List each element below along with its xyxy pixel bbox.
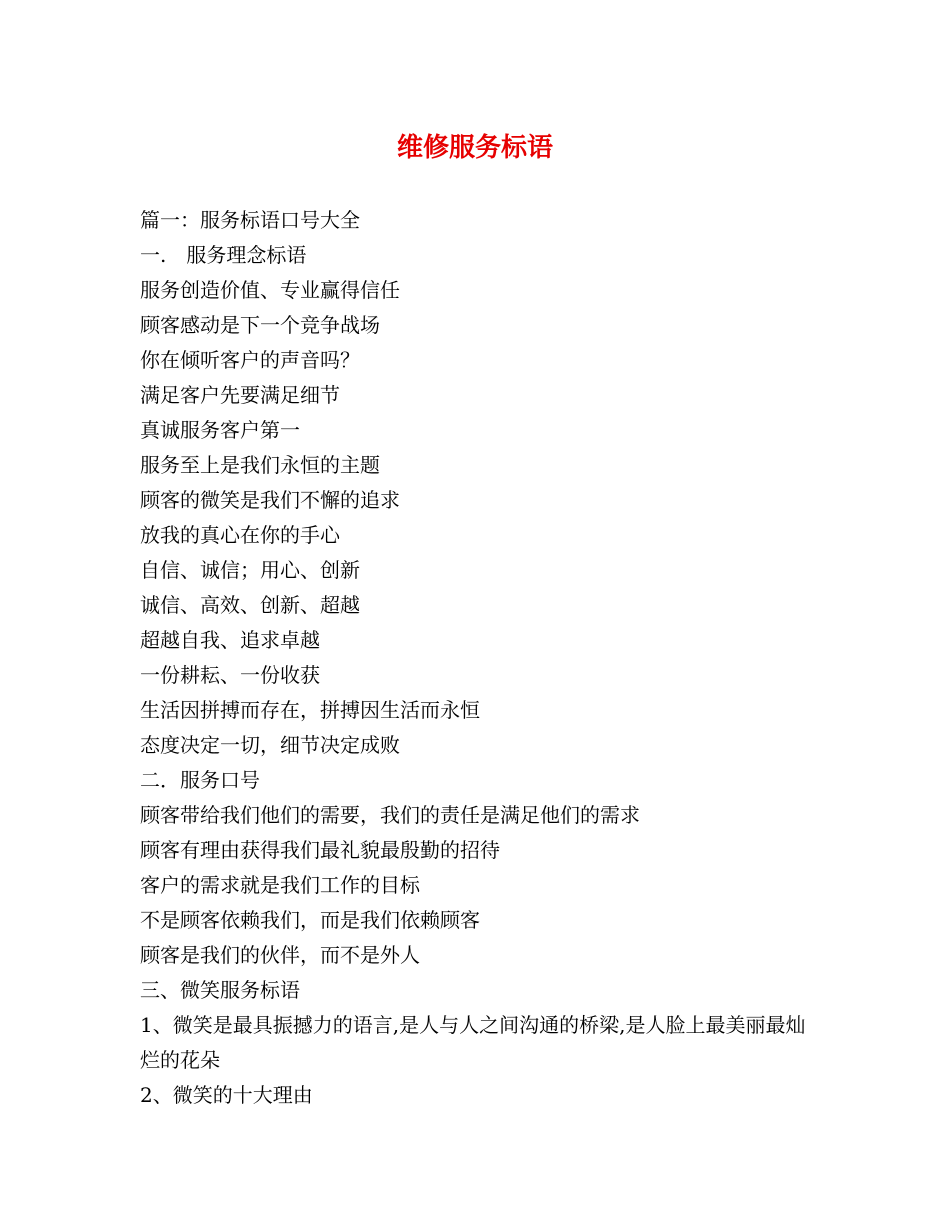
slogan-line: 满足客户先要满足细节	[140, 383, 340, 407]
document-title: 维修服务标语	[396, 133, 553, 163]
subsection-heading: 一. 服务理念标语	[140, 243, 307, 267]
document-body	[140, 203, 820, 1113]
slogan-line: 放我的真心在你的手心	[140, 523, 340, 547]
slogan-line: 服务创造价值、专业赢得信任	[140, 278, 400, 302]
slogan-line: 客户的需求就是我们工作的目标	[140, 873, 420, 897]
slogan-line: 态度决定一切，细节决定成败	[140, 733, 400, 757]
slogan-line: 诚信、高效、创新、超越	[140, 593, 360, 617]
slogan-line: 不是顾客依赖我们，而是我们依赖顾客	[140, 908, 480, 932]
slogan-paragraph: 1、微笑是最具振撼力的语言,是人与人之间沟通的桥梁,是人脸上最美丽最灿烂的花朵	[140, 1013, 806, 1072]
slogan-line: 顾客有理由获得我们最礼貌最殷勤的招待	[140, 838, 500, 862]
slogan-line: 2、微笑的十大理由	[140, 1083, 313, 1107]
slogan-line: 生活因拼搏而存在，拼搏因生活而永恒	[140, 698, 480, 722]
slogan-line: 顾客是我们的伙伴，而不是外人	[140, 943, 420, 967]
slogan-line: 你在倾听客户的声音吗？	[140, 348, 360, 372]
slogan-line: 顾客带给我们他们的需要，我们的责任是满足他们的需求	[140, 803, 640, 827]
subsection-heading: 三、微笑服务标语	[140, 978, 300, 1002]
slogan-line: 一份耕耘、一份收获	[140, 663, 320, 687]
slogan-line: 真诚服务客户第一	[140, 418, 300, 442]
slogan-line: 顾客感动是下一个竞争战场	[140, 313, 380, 337]
section-heading: 篇一：服务标语口号大全	[140, 208, 360, 232]
slogan-line: 自信、诚信；用心、创新	[140, 558, 360, 582]
subsection-heading: 二．服务口号	[140, 768, 260, 792]
slogan-line: 服务至上是我们永恒的主题	[140, 453, 380, 477]
slogan-line: 顾客的微笑是我们不懈的追求	[140, 488, 400, 512]
slogan-line: 超越自我、追求卓越	[140, 628, 320, 652]
